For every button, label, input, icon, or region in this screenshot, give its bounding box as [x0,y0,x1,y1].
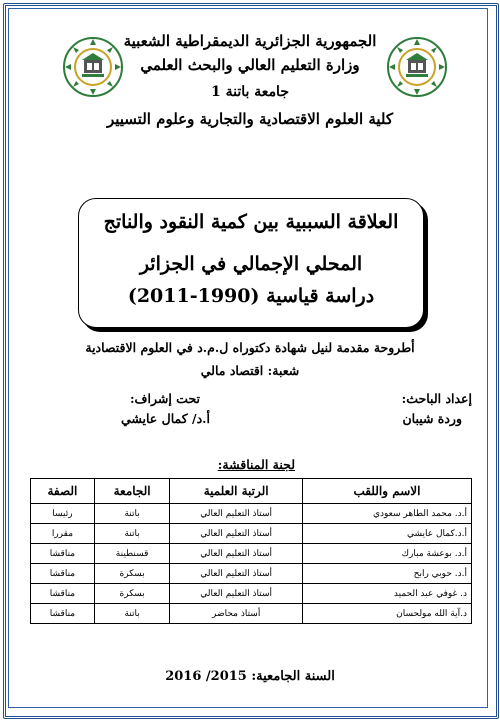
member-role: مناقشا [31,564,95,584]
member-name: أ.د. حوبي رابح [302,564,471,584]
member-role: مناقشا [31,544,95,564]
researcher-name: وردة شيبان [402,411,462,426]
member-university: باتنة [94,504,170,524]
header-ministry: وزارة التعليم العالي والبحث العلمي [140,56,360,74]
member-rank: أستاذ التعليم العالي [170,584,303,604]
member-name: د. غوفي عبد الحميد [302,584,471,604]
column-header-name: الاسم واللقب [302,479,471,504]
thesis-title-line-3: دراسة قياسية (1990-2011) [127,285,375,307]
member-university: بسكرة [94,564,170,584]
table-row [31,584,472,604]
supervisor-label: تحت إشراف: [129,391,200,406]
member-rank: أستاذ التعليم العالي [170,544,303,564]
table-row [31,524,472,544]
header-faculty: كلية العلوم الاقتصادية والتجارية وعلوم التسيير [106,110,394,128]
table-row [31,504,472,524]
thesis-degree: أطروحة مقدمة لنيل شهادة دكتوراه ل.م.د في العلوم الاقتصادية [85,340,415,355]
member-name: أ.د.كمال عايشي [302,524,471,544]
table-header-row [31,479,472,504]
member-university: باتنة [94,524,170,544]
member-role: مناقشا [31,584,95,604]
researcher-label: إعداد الباحث: [401,391,472,406]
thesis-title-box [78,198,424,328]
column-header-rank: الرتبة العلمية [170,479,303,504]
member-name: أ.د. محمد الطاهر سعودي [302,504,471,524]
column-header-role: الصفة [31,479,95,504]
member-university: بسكرة [94,584,170,604]
member-university: باتنة [94,604,170,624]
thesis-branch: شعبة: اقتصاد مالي [200,363,300,378]
member-role: رئيسا [31,504,95,524]
member-university: قسنطينة [94,544,170,564]
thesis-title-line-1: العلاقة السببية بين كمية النقود والناتج [103,211,399,233]
supervisor-name: أ.د/ كمال عايشي [120,411,210,426]
member-rank: أستاذ التعليم العالي [170,564,303,584]
academic-year: السنة الجامعية: 2015/ 2016 [165,669,335,684]
member-name: أ.د. بوعشة مبارك [302,544,471,564]
header-university: جامعة باتنة 1 [211,84,289,100]
column-header-university: الجامعة [94,479,170,504]
committee-table [30,478,472,624]
member-rank: أستاذ التعليم العالي [170,524,303,544]
table-row [31,564,472,584]
thesis-title-line-2: المحلي الإجمالي في الجزائر [139,253,363,275]
table-row [31,604,472,624]
member-role: مقررا [31,524,95,544]
member-role: مناقشا [31,604,95,624]
member-name: د.آية الله مولحسان [302,604,471,624]
committee-label: لجنة المناقشة: [217,457,295,472]
table-row [31,544,472,564]
member-rank: أستاذ التعليم العالي [170,504,303,524]
member-rank: أستاذ محاضر [170,604,303,624]
header-republic: الجمهورية الجزائرية الديمقراطية الشعبية [123,32,377,50]
